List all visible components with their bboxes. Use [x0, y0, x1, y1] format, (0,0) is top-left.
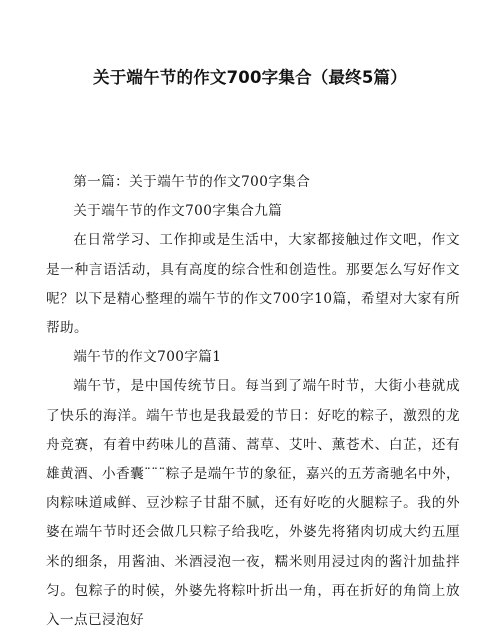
- subsection-heading: 关于端午节的作文700字集合九篇: [73, 203, 283, 220]
- document-body: [46, 168, 460, 635]
- essay-heading: 端午节的作文700字篇1: [73, 349, 222, 366]
- document-title: 关于端午节的作文700字集合（最终5篇）: [93, 68, 407, 87]
- section-heading: 第一篇：关于端午节的作文700字集合: [73, 174, 311, 190]
- intro-paragraph: 在日常学习、工作抑或是生活中，大家都接触过作文吧，作文是一种言语活动，具有高度的综合性和创造性。那要怎么写好作文呢？以下是精心整理的端午节的作文700字10篇，希望对大家有所帮助。: [46, 232, 460, 337]
- essay-paragraph: 端午节，是中国传统节日。每当到了端午时节，大街小巷就成了快乐的海洋。端午节也是我最爱的节日：好吃的粽子，激烈的龙舟竞赛，有着中药味儿的菖蒲、蒿草、艾叶、薰苍术、白芷，还有雄黄酒、小香囊¨¨¨粽子是端午节的象征，嘉兴的五芳斋驰名中外，肉粽味道咸鲜、豆沙粽子甘甜不腻，还有好吃的火腿粽子。我的外婆在端午节时还会做几只粽子给我吃，外婆先将猪肉切成大约五厘米的细条，用酱油、米酒浸泡一夜，糯米则用浸过肉的酱汁加盐拌匀。包粽子的时候，外婆先将粽叶折出一角，再在折好的角筒上放入一点已浸泡好: [46, 378, 460, 629]
